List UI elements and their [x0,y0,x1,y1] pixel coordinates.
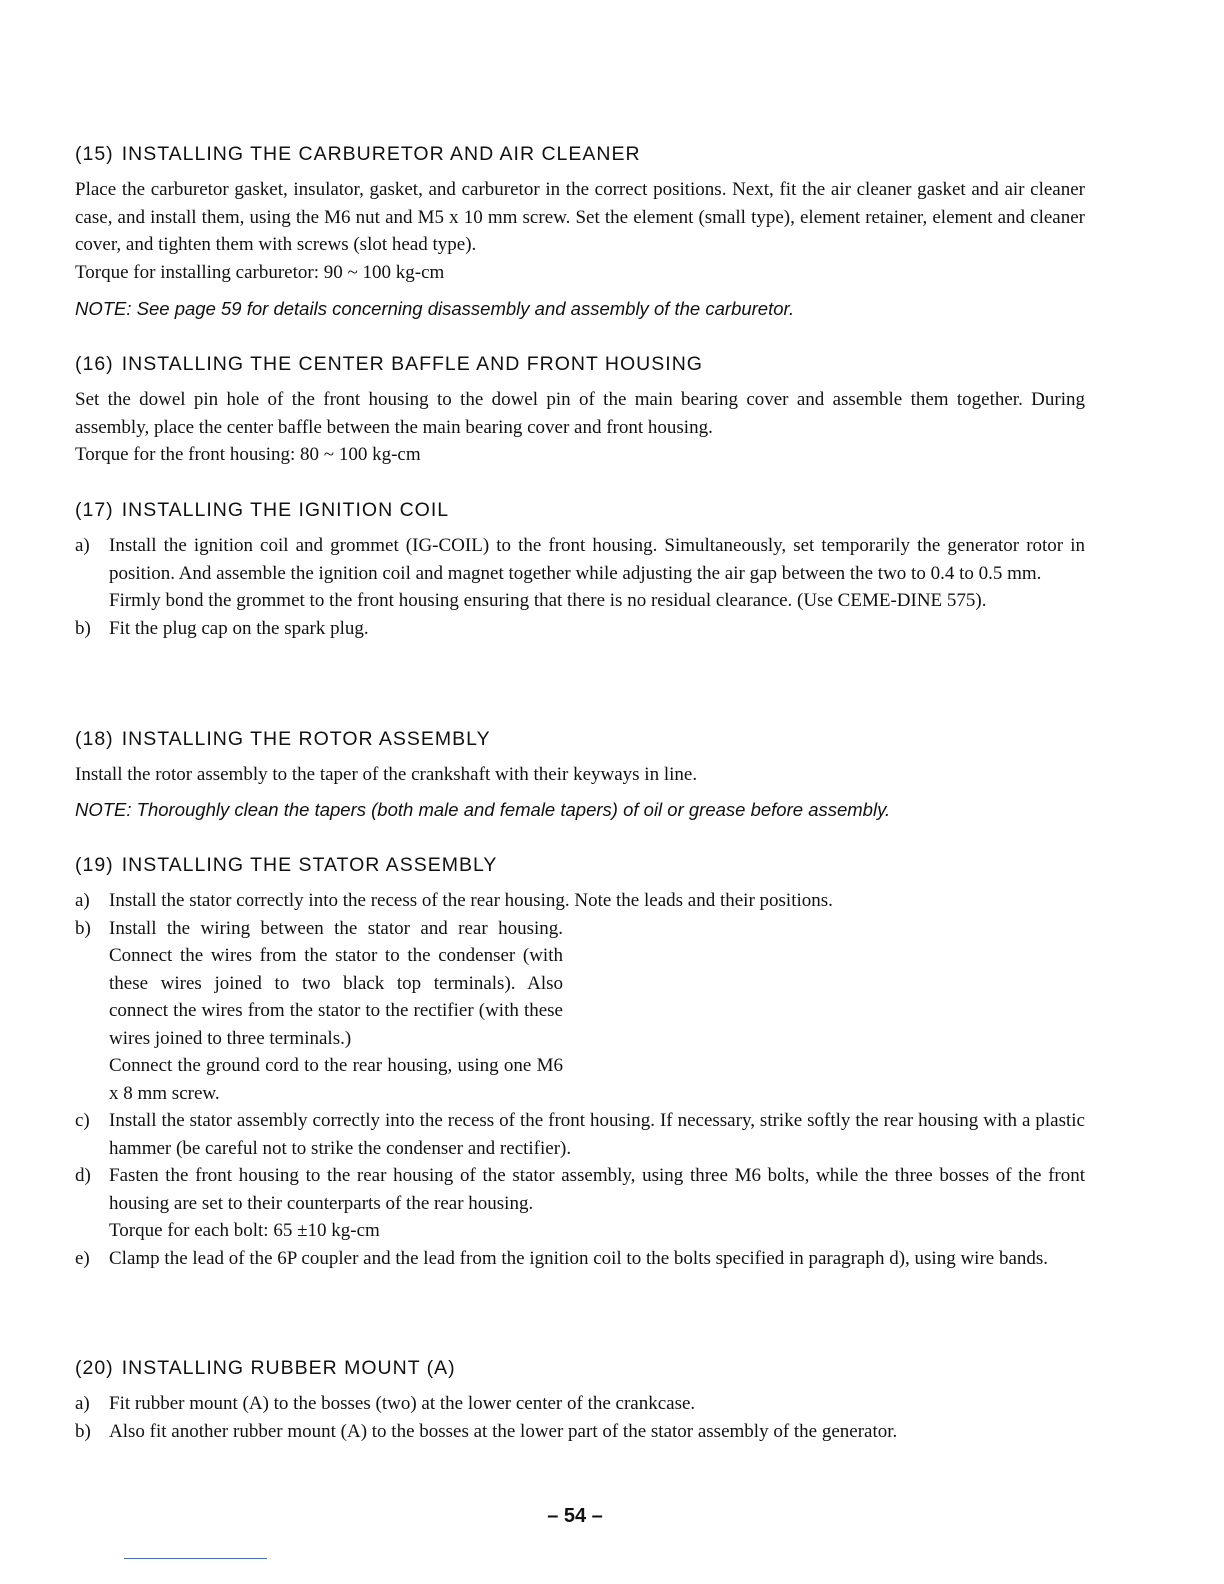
item-text: Fasten the front housing to the rear housing of the stator assembly, using three M6 bolts, while the three bosses of the front housing are set to their counterparts of the rear housing. [109,1165,1085,1214]
section-body: Set the dowel pin hole of the front housing to the dowel pin of the main bearing cover and assemble them together. During assembly, place the center baffle between the main bearing cover and front housing. [75,389,1085,438]
list-item [75,1390,1085,1418]
section-heading [75,142,1085,166]
section-heading [75,727,1085,751]
section-title: INSTALLING THE ROTOR ASSEMBLY [121,728,491,750]
section-19 [75,853,1085,1272]
item-text: Install the ignition coil and grommet (IG-COIL) to the front housing. Simultaneously, set temporarily the generator rotor in position. And assemble the ignition coil and magnet together while adjusting the air gap between the two to 0.4 to 0.5 mm. [109,535,1085,584]
item-text: Fit rubber mount (A) to the bosses (two) at the lower center of the crankcase. [109,1393,696,1414]
section-heading [75,1356,1085,1380]
section-heading [75,853,1085,877]
item-text: Install the stator correctly into the recess of the rear housing. Note the leads and their positions. [109,890,833,911]
section-title: INSTALLING THE CARBURETOR AND AIR CLEANER [121,143,641,165]
list-item [75,915,1085,1108]
section-number: (17) [75,499,114,521]
list-item [75,887,1085,915]
item-marker: b) [75,617,91,639]
item-text: Also fit another rubber mount (A) to the bosses at the lower part of the stator assembly of the generator. [109,1420,898,1442]
item-marker: e) [75,1247,90,1269]
section-title: INSTALLING THE STATOR ASSEMBLY [121,854,498,876]
section-20 [75,1356,1085,1445]
item-marker: c) [75,1110,90,1131]
item-marker: d) [75,1165,91,1186]
section-body: Place the carburetor gasket, insulator, gasket, and carburetor in the correct positions. Next, fit the air cleaner gasket and air cleaner case, and install them, using the M6 nut and M5 x 10 mm screw. Set the element (small type), element retainer, element and cleaner cover, and tighten them with screws (slot head type). [75,179,1085,255]
list-item [75,615,1085,643]
item-text: Fit the plug cap on the spark plug. [109,617,369,639]
list-item [75,1245,1085,1273]
section-heading [75,498,1085,522]
item-text: Clamp the lead of the 6P coupler and the lead from the ignition coil to the bolts specified in paragraph d), using wire bands. [109,1247,1049,1269]
item-extra: Torque for each bolt: 65 ±10 kg-cm [109,1220,380,1241]
item-marker: a) [75,1393,90,1414]
list-item [75,532,1085,615]
list-item [75,1418,1085,1446]
torque-spec: Torque for the front housing: 80 ~ 100 kg-cm [75,444,421,465]
item-marker: a) [75,890,90,911]
footer-rule [124,1558,267,1559]
list-item [75,1107,1085,1162]
torque-spec: Torque for installing carburetor: 90 ~ 100 kg-cm [75,261,445,283]
section-number: (20) [75,1357,114,1379]
section-16 [75,352,1085,469]
item-marker: b) [75,917,91,939]
section-title: INSTALLING RUBBER MOUNT (A) [121,1357,456,1379]
note: NOTE: Thoroughly clean the tapers (both male and female tapers) of oil or grease before assembly. [75,798,891,820]
section-body: Install the rotor assembly to the taper of the crankshaft with their keyways in line. [75,764,698,785]
section-number: (19) [75,854,114,876]
section-number: (15) [75,143,114,165]
section-title: INSTALLING THE IGNITION COIL [121,499,450,521]
item-marker: b) [75,1420,91,1442]
section-title: INSTALLING THE CENTER BAFFLE AND FRONT HOUSING [121,353,703,375]
section-15 [75,142,1085,322]
section-number: (16) [75,353,114,375]
note: NOTE: See page 59 for details concerning disassembly and assembly of the carburetor. [75,298,795,319]
page-number: – 54 – [547,1505,603,1527]
section-number: (18) [75,728,114,750]
section-heading [75,352,1085,376]
item-extra: Firmly bond the grommet to the front housing ensuring that there is no residual clearance. (Use CEME-DINE 575). [109,590,987,611]
item-marker: a) [75,535,90,556]
list-item [75,1162,1085,1245]
section-18 [75,727,1085,823]
section-17 [75,498,1085,642]
item-extra: Connect the ground cord to the rear housing, using one M6 x 8 mm screw. [109,1055,563,1104]
item-text: Install the wiring between the stator and rear housing. Connect the wires from the stator to the condenser (with these wires joined to two black top terminals). Also connect the wires from the stator to the rectifier (with these wires joined to three terminals.) [109,917,563,1049]
item-text: Install the stator assembly correctly into the recess of the front housing. If necessary, strike softly the rear housing with a plastic hammer (be careful not to strike the condenser and rectifier). [109,1110,1085,1159]
